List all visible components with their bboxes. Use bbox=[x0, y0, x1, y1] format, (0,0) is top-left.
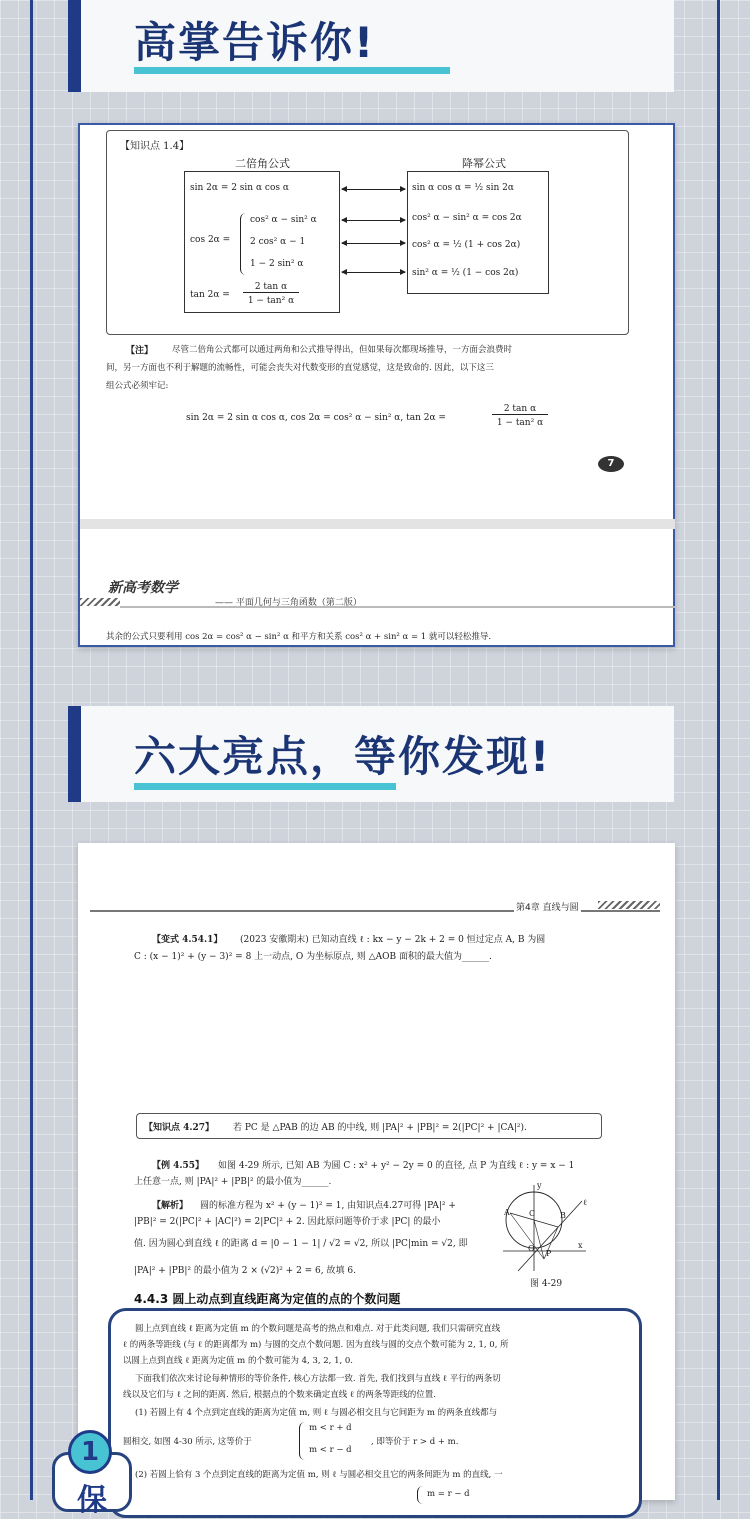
frame-left-line bbox=[30, 0, 33, 1500]
kp-427-text: 若 PC 是 △PAB 的边 AB 的中线, 则 |PA|² + |PB|² = 2(|PC|² + |CA|²). bbox=[233, 1123, 527, 1133]
formula-sin2a: sin 2α = 2 sin α cos α bbox=[190, 183, 289, 193]
box-cond-1: m < r + d bbox=[309, 1423, 352, 1433]
banner2-title: 六大亮点，等你发现! bbox=[134, 732, 552, 781]
note-line-3: 组公式必须牢记: bbox=[106, 381, 169, 391]
formula-r2: cos² α − sin² α = cos 2α bbox=[412, 213, 522, 223]
formula-r4: sin² α = ½ (1 − cos 2α) bbox=[412, 268, 519, 278]
box-line-6: (1) 若圆上有 4 个点到定直线的距离为定值 m, 则 ℓ 与圆必相交且与它间距为 m 的两条直线都与 bbox=[135, 1408, 498, 1418]
fig-label-o: O bbox=[528, 1244, 535, 1253]
arrow-3 bbox=[342, 243, 405, 244]
box-line-7b: , 即等价于 r > d + m. bbox=[371, 1437, 459, 1447]
bottom-text: 其余的公式只要利用 cos 2α = cos² α − sin² α 和平方和关系 cos² α + sin² α = 1 就可以轻松推导. bbox=[106, 632, 492, 642]
badge-number: 1 bbox=[68, 1430, 112, 1474]
banner-accent-bar bbox=[68, 0, 81, 92]
box-line-8: (2) 若圆上恰有 3 个点到定直线的距离为定值 m, 则 ℓ 与圆必相交且它的两条间距为 m 的直线, 一 bbox=[135, 1470, 503, 1480]
badge-char: 保 bbox=[77, 1483, 107, 1518]
arrow-2 bbox=[342, 220, 405, 221]
footer-logo: 新高考数学 bbox=[108, 580, 178, 596]
fig-label-b: B bbox=[560, 1211, 566, 1220]
fig-label-a: A bbox=[504, 1208, 510, 1217]
box-line-1: 圆上点到直线 ℓ 距离为定值 m 的个数问题是高考的热点和难点. 对于此类问题, 我们只需研究直线 bbox=[135, 1324, 501, 1334]
fig-label-y: y bbox=[537, 1181, 542, 1190]
note-label: 【注】 bbox=[126, 346, 154, 356]
analysis-line-3: 值. 因为圆心到直线 ℓ 的距离 d = |0 − 1 − 1| / √2 = √2, 所以 |PC|min = √2, 即 bbox=[134, 1239, 468, 1249]
fig-pa bbox=[510, 1213, 544, 1259]
figure-4-29 bbox=[498, 1183, 588, 1273]
analysis-line-4: |PA|² + |PB|² 的最小值为 2 × (√2)² + 2 = 6, 故填 6. bbox=[134, 1266, 356, 1276]
banner2-accent-bar bbox=[68, 706, 81, 802]
example-line-2: 上任意一点, 则 |PA|² + |PB|² 的最小值为______. bbox=[134, 1177, 332, 1187]
box-brace-2 bbox=[417, 1486, 423, 1504]
box-cond-2: m < r − d bbox=[309, 1445, 352, 1455]
formula-r1: sin α cos α = ½ sin 2α bbox=[412, 183, 514, 193]
header-stripe bbox=[598, 901, 660, 909]
analysis-label: 【解析】 bbox=[152, 1201, 189, 1211]
arrow-1 bbox=[342, 189, 405, 190]
highlight-box bbox=[108, 1308, 642, 1518]
formula-cos-1: cos² α − sin² α bbox=[250, 215, 317, 225]
formula-cos2a-lhs: cos 2α = bbox=[190, 235, 231, 245]
banner-title: 高掌告诉你! bbox=[134, 18, 376, 67]
page-card-formulas bbox=[78, 123, 675, 647]
page-gap bbox=[80, 519, 675, 529]
box-line-5: 线以及它们与 ℓ 之间的距离. 然后, 根据点的个数来确定直线 ℓ 的两条等距线的位置. bbox=[123, 1390, 436, 1400]
formula-tan-lhs: tan 2α = bbox=[190, 290, 230, 300]
formula-cos-2: 2 cos² α − 1 bbox=[250, 237, 306, 247]
cos-brace bbox=[240, 213, 246, 275]
variant-line-2: C : (x − 1)² + (y − 3)² = 8 上一动点, O 为坐标原点, 则 △AOB 面积的最大值为______. bbox=[134, 952, 492, 962]
footer-stripe bbox=[80, 598, 120, 606]
arrow-4 bbox=[342, 272, 405, 273]
fig-label-c: C bbox=[529, 1209, 536, 1218]
analysis-line-2: |PB|² = 2(|PC|² + |AC|²) = 2|PC|² + 2. 因此原问题等价于求 |PC| 的最小 bbox=[134, 1217, 441, 1227]
fig-label-p: P bbox=[546, 1249, 552, 1258]
fig-pc bbox=[534, 1220, 544, 1259]
formula-tan-den: 1 − tan² α bbox=[247, 296, 295, 306]
left-heading: 二倍角公式 bbox=[235, 157, 290, 170]
formula-tan-num: 2 tan α bbox=[243, 282, 299, 293]
banner-underline bbox=[134, 67, 450, 74]
fig-label-x: x bbox=[578, 1241, 583, 1250]
footer-rule bbox=[120, 606, 675, 608]
box-line-9: m = r − d bbox=[427, 1489, 470, 1499]
note-line-2: 间，另一方面也不利于解题的流畅性，可能会丧失对代数变形的直觉感觉，这是致命的. 因此，以下这三 bbox=[106, 363, 494, 373]
formula-cos-3: 1 − 2 sin² α bbox=[250, 259, 304, 269]
banner-middle bbox=[68, 706, 674, 802]
variant-label: 【变式 4.54.1】 bbox=[152, 935, 223, 945]
box-brace bbox=[299, 1422, 305, 1460]
box-line-4: 下面我们依次来讨论每种情形的等价条件, 核心方法都一致. 首先, 我们找到与直线 ℓ 平行的两条切 bbox=[135, 1374, 501, 1384]
display-den: 1 − tan² α bbox=[496, 418, 544, 428]
figure-caption: 图 4-29 bbox=[530, 1279, 563, 1289]
display-formula: sin 2α = 2 sin α cos α, cos 2α = cos² α − sin² α, tan 2α = bbox=[186, 413, 446, 423]
fig-label-l: ℓ bbox=[583, 1198, 587, 1207]
banner2-underline bbox=[134, 783, 396, 790]
box-line-7a: 圆相交, 如图 4-30 所示, 这等价于 bbox=[123, 1437, 252, 1447]
example-line-1: 如图 4-29 所示, 已知 AB 为圆 C : x² + y² − 2y = 0 的直径, 点 P 为直线 ℓ : y = x − 1 bbox=[218, 1161, 575, 1171]
formula-r3: cos² α = ½ (1 + cos 2α) bbox=[412, 240, 521, 250]
box-line-3: 以圆上点到直线 ℓ 距离为定值 m 的个数可能为 4, 3, 2, 1, 0. bbox=[123, 1356, 353, 1366]
display-num: 2 tan α bbox=[492, 404, 548, 415]
banner-top bbox=[68, 0, 674, 92]
kp-427-label: 【知识点 4.27】 bbox=[144, 1123, 215, 1133]
section-title: 4.4.3 圆上动点到直线距离为定值的点的个数问题 bbox=[134, 1292, 401, 1306]
page-number: 7 bbox=[598, 456, 624, 472]
note-line-1: 尽管二倍角公式都可以通过两角和公式推导得出，但如果每次都现场推导，一方面会浪费时 bbox=[172, 345, 513, 355]
chapter-header: 第4章 直线与圆 bbox=[514, 900, 581, 913]
analysis-line-1: 圆的标准方程为 x² + (y − 1)² = 1, 由知识点4.27可得 |PA|² + bbox=[200, 1201, 456, 1211]
kp-label: 【知识点 1.4】 bbox=[120, 141, 190, 152]
variant-line-1: (2023 安徽期末) 已知动直线 ℓ : kx − y − 2k + 2 = 0 恒过定点 A, B 为圆 bbox=[240, 935, 546, 945]
footer-subtitle: —— 平面几何与三角函数（第二版） bbox=[215, 598, 362, 608]
example-label: 【例 4.55】 bbox=[152, 1161, 205, 1171]
frame-right-line bbox=[717, 0, 720, 1500]
right-heading: 降幂公式 bbox=[462, 157, 506, 170]
fig-line-l bbox=[518, 1201, 582, 1271]
box-line-2: ℓ 的两条等距线 (与 ℓ 的距离都为 m) 与圆的交点个数问题. 因为直线与圆的交点个数可能为 2, 1, 0, 所 bbox=[123, 1340, 509, 1350]
